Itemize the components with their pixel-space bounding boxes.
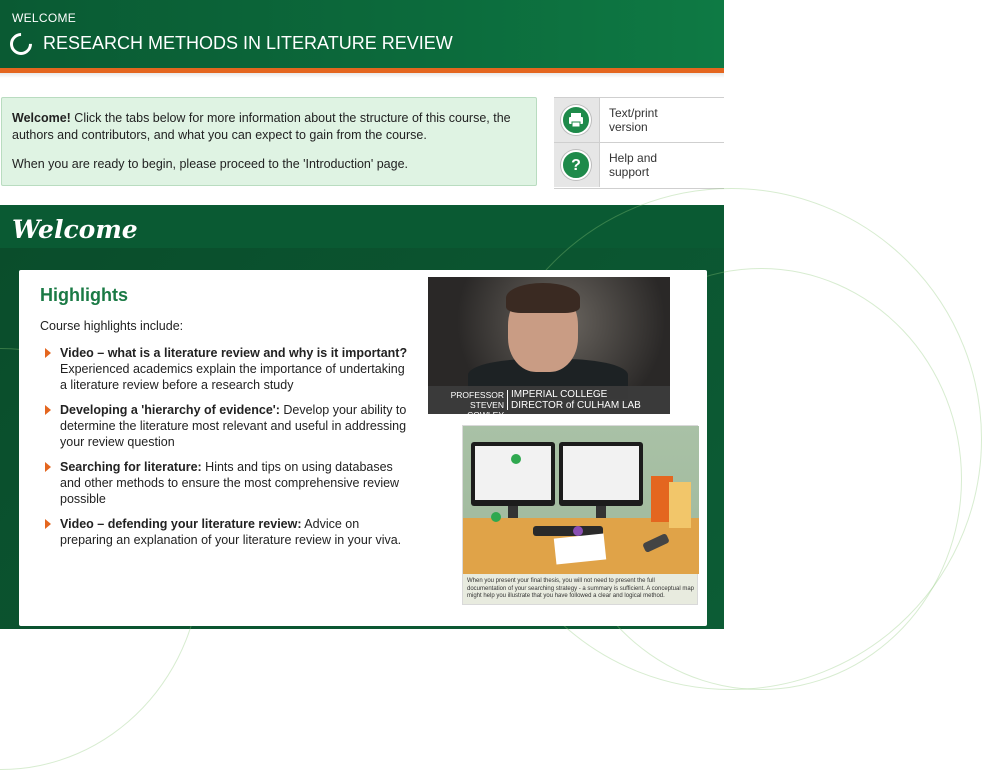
welcome-lead: Welcome! xyxy=(12,111,71,125)
bullet-arrow-icon xyxy=(45,519,51,529)
text-print-label-line2: version xyxy=(609,120,648,134)
header-shadow xyxy=(0,73,724,78)
search-strategy-illustration[interactable] xyxy=(462,425,698,605)
help-support-link[interactable] xyxy=(554,143,724,187)
monitor-right xyxy=(559,442,643,506)
highlight-item xyxy=(40,516,410,548)
course-title: RESEARCH METHODS IN LITERATURE REVIEW xyxy=(43,33,453,53)
green-pin-icon xyxy=(511,454,521,464)
green-pin-icon xyxy=(491,512,501,522)
side-links-panel xyxy=(554,97,724,189)
help-icon: ? xyxy=(561,150,591,180)
highlight-item-title: Searching for literature: xyxy=(60,460,202,474)
monitor-stand xyxy=(508,506,518,518)
highlights-intro: Course highlights include: xyxy=(40,319,184,333)
monitor-stand xyxy=(596,506,606,518)
text-print-label xyxy=(609,106,658,134)
purple-pin-icon xyxy=(573,526,583,536)
welcome-text: Click the tabs below for more information about the structure of this course, the authors and contributors, and what you can expect to gain from the course. xyxy=(12,111,511,142)
highlights-title: Highlights xyxy=(40,285,128,305)
bullet-arrow-icon xyxy=(45,405,51,415)
binder xyxy=(669,482,691,528)
section-heading: Welcome xyxy=(12,215,138,244)
help-label-line1: Help and xyxy=(609,151,658,165)
highlight-item-text: Develop your ability to determine the literature most relevant and useful in addressing your review question xyxy=(60,403,407,449)
illustration-scene xyxy=(463,426,699,574)
welcome-message-box xyxy=(1,97,537,186)
concept-map-paper xyxy=(554,533,606,564)
speaker-hair xyxy=(506,283,580,313)
course-logo-icon xyxy=(5,28,36,59)
icon-cell xyxy=(554,143,600,187)
highlight-item-text: Advice on preparing an explanation of your literature review in your viva. xyxy=(60,517,402,547)
highlight-item-title: Video – what is a literature review and why is it important? xyxy=(60,346,408,360)
speaker-affiliation xyxy=(511,389,641,411)
icon-cell xyxy=(554,98,600,142)
bullet-arrow-icon xyxy=(45,462,51,472)
speaker-title: PROFESSOR xyxy=(450,390,504,400)
highlight-item xyxy=(40,402,410,450)
printer-icon xyxy=(561,105,591,135)
speaker-name xyxy=(432,390,504,420)
highlight-item-text: Hints and tips on using databases and other methods to ensure the most comprehensive review possible xyxy=(60,460,400,506)
affiliation-line2: DIRECTOR of CULHAM LAB xyxy=(511,400,641,411)
welcome-paragraph xyxy=(12,110,526,144)
monitor-left xyxy=(471,442,555,506)
text-print-label-line1: Text/print xyxy=(609,106,658,120)
header-eyebrow: WELCOME xyxy=(12,11,77,25)
affiliation-line1: IMPERIAL COLLEGE xyxy=(511,389,608,400)
proceed-paragraph: When you are ready to begin, please proceed to the 'Introduction' page. xyxy=(12,157,409,171)
speaker-fullname: STEVEN COWLEY xyxy=(467,400,504,420)
text-print-version-link[interactable] xyxy=(554,98,724,143)
highlight-item-text: Experienced academics explain the importance of undertaking a literature review before a research study xyxy=(60,362,405,392)
bullet-arrow-icon xyxy=(45,348,51,358)
highlights-list xyxy=(40,345,410,557)
highlight-item-title: Developing a 'hierarchy of evidence': xyxy=(60,403,280,417)
video-caption-bar xyxy=(428,386,670,420)
highlight-item xyxy=(40,459,410,507)
monitor-screen xyxy=(563,446,639,500)
video-thumbnail[interactable] xyxy=(428,277,670,420)
help-support-label xyxy=(609,151,657,179)
course-header xyxy=(0,0,724,68)
highlight-item-title: Video – defending your literature review: xyxy=(60,517,302,531)
help-label-line2: support xyxy=(609,165,650,179)
illustration-caption: When you present your final thesis, you will not need to present the full documentation of your searching strategy - a summary is sufficient. A conceptual map might help you illustrate that you have followed a clear and logical method. xyxy=(467,578,695,599)
highlight-item xyxy=(40,345,410,393)
caption-divider xyxy=(507,390,508,410)
